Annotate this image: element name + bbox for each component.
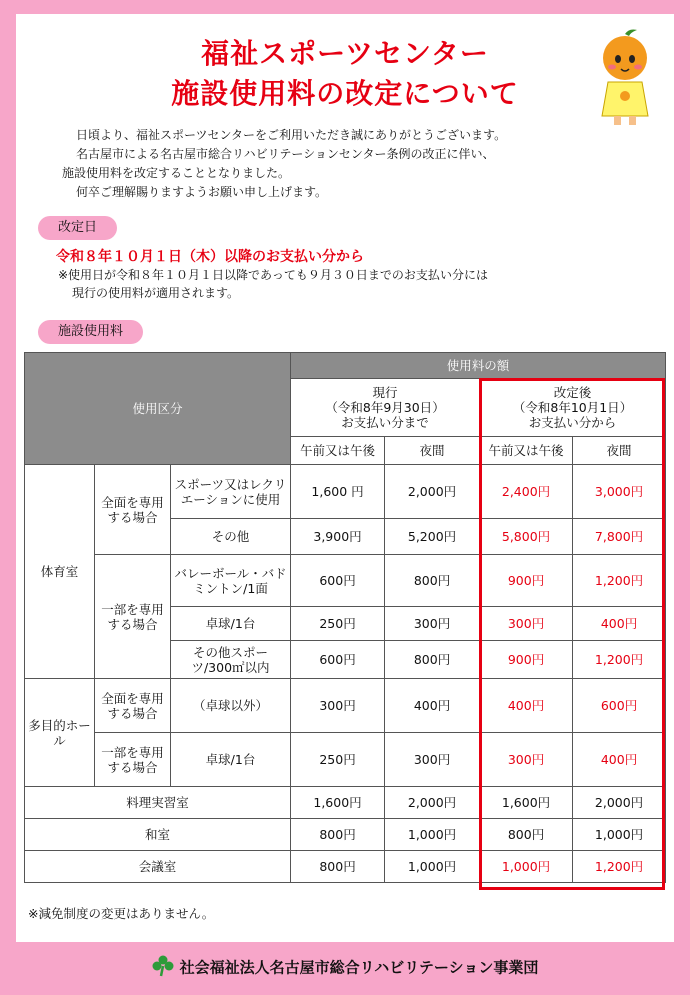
row-hall: 多目的ホール: [25, 679, 95, 787]
clover-logo-icon: [152, 955, 174, 981]
intro-line: 施設使用料を改定することとなりました。: [62, 166, 291, 180]
table-row: 体育室 全面を専用する場合 スポーツ又はレクリエーションに使用 1,600 円 2,000円 2,400円 3,000円: [25, 465, 666, 519]
footnote: ※減免制度の変更はありません。: [28, 906, 215, 921]
table-row: 多目的ホール 全面を専用する場合 （卓球以外） 300円 400円 400円 600円: [25, 679, 666, 733]
header-revised-day: 午前又は午後: [480, 437, 573, 465]
header-category: 使用区分: [25, 353, 291, 465]
header-current-day: 午前又は午後: [291, 437, 385, 465]
footer: [0, 955, 690, 981]
row-part-use: 一部を専用する場合: [95, 555, 171, 679]
revision-note-line1: ※使用日が令和８年１０月１日以降であっても９月３０日までのお支払い分には: [58, 268, 488, 282]
intro-text: [62, 126, 642, 202]
header-revised-night: 夜間: [573, 437, 666, 465]
header-revised: 改定後 （令和8年10月1日） お支払い分から: [480, 379, 666, 437]
revision-date: 令和８年１０月１日（木）以降のお支払い分から: [56, 249, 364, 265]
fee-table: [24, 352, 666, 883]
revision-note-line2: 現行の使用料が適用されます。: [72, 286, 240, 300]
intro-line: 名古屋市による名古屋市総合リハビリテーションセンター条例の改正に伴い、: [76, 147, 495, 161]
table-row: その他スポーツ/300㎡以内 600円 800円 900円 1,200円: [25, 641, 666, 679]
footer-org-name: 社会福祉法人名古屋市総合リハビリテーション事業団: [179, 958, 539, 977]
title-line2: 施設使用料の改定について: [171, 77, 519, 110]
table-row: 一部を専用する場合 バレーボール・バドミントン/1面 600円 800円 900円 1,200円: [25, 555, 666, 607]
flyer-sheet: [16, 14, 674, 942]
revision-date-label: 改定日: [38, 216, 117, 240]
table-row: その他 3,900円 5,200円 5,800円 7,800円: [25, 519, 666, 555]
table-row: 会議室 800円 1,000円 1,000円 1,200円: [25, 851, 666, 883]
header-current-night: 夜間: [385, 437, 480, 465]
fees-label: 施設使用料: [38, 320, 143, 344]
table-row: 卓球/1台 250円 300円 300円 400円: [25, 607, 666, 641]
title-line1: 福祉スポーツセンター: [201, 37, 489, 70]
revision-note: [58, 266, 488, 302]
table-row: 料理実習室 1,600円 2,000円 1,600円 2,000円: [25, 787, 666, 819]
row-full-use: 全面を専用する場合: [95, 465, 171, 555]
table-row: 和室 800円 1,000円 800円 1,000円: [25, 819, 666, 851]
intro-line: 何卒ご理解賜りますようお願い申し上げます。: [76, 185, 328, 199]
orange-mascot-icon: [594, 28, 656, 128]
table-row: 一部を専用する場合 卓球/1台 250円 300円 300円 400円: [25, 733, 666, 787]
header-current: 現行 （令和8年9月30日） お支払い分まで: [291, 379, 480, 437]
page-title: [16, 34, 674, 114]
row-gym: 体育室: [25, 465, 95, 679]
intro-line: 日頃より、福祉スポーツセンターをご利用いただき誠にありがとうございます。: [76, 128, 507, 142]
header-amount: 使用料の額: [291, 353, 666, 379]
